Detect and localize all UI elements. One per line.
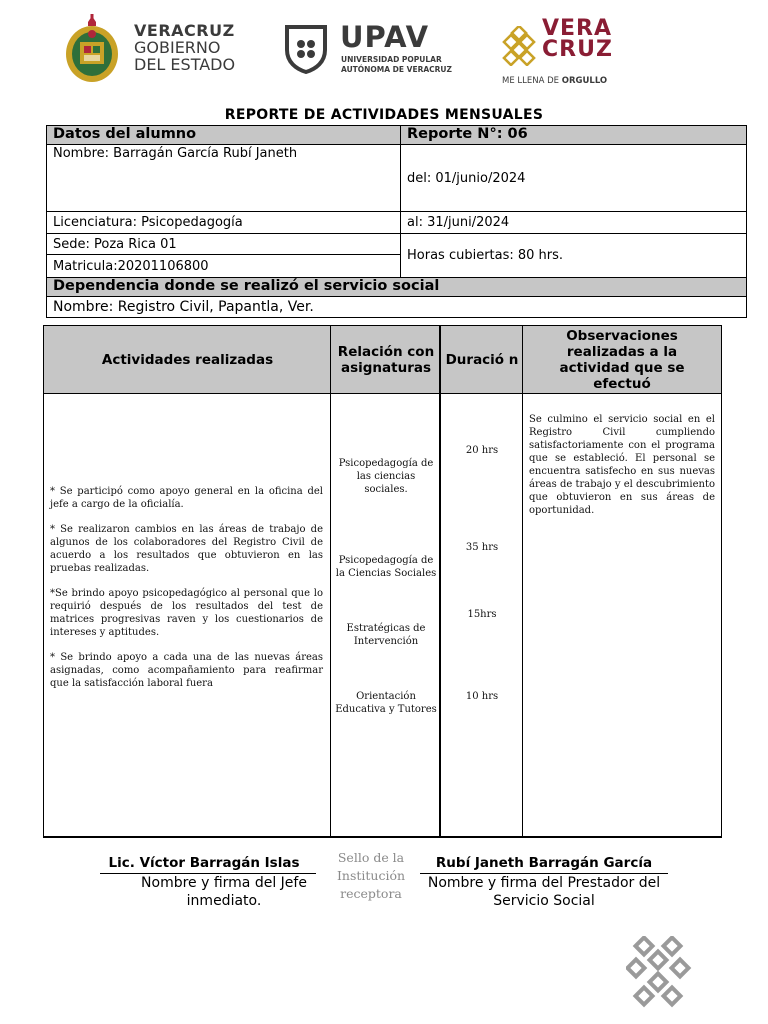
relacion-column [330,325,441,838]
activity-item: * Se realizaron cambios en las áreas de trabajo de algunos de los colaboradores del Registro Civil de acuerdo a los resultados que obtuvieron en las pruebas realizadas. [50,524,323,574]
jefe-nombre: Lic. Víctor Barragán Islas [108,855,300,871]
matricula: Matricula:20201106800 [46,254,401,278]
veracruz-logo-line2: GOBIERNO [134,38,221,57]
jefe-rol: Nombre y firma del Jefe inmediato. [141,875,307,909]
vera-cruz-line1: VERA [542,16,613,41]
relacion-item: Estratégicas de Intervención [346,623,426,647]
veracruz-logo-line1: VERACRUZ [134,21,235,40]
header-duracion: Duració n [441,326,523,394]
header-relacion: Relación con asignaturas [331,326,441,394]
prestador-nombre: Rubí Janeth Barragán García [435,855,653,871]
vera-cruz-knot-icon [500,26,540,66]
activities-table [43,325,722,838]
activity-item: * Se participó como apoyo general en la oficina del jefe a cargo de la oficialía. [50,486,323,510]
vera-cruz-line2: CRUZ [542,37,613,62]
dependencia-header: Dependencia donde se realizó el servicio social [46,277,747,297]
activity-item: *Se brindo apoyo psicopedagógico al personal que lo requirió después de los resultados del test de matrices progresivas raven y los cuestionarios de intereses y aptitudes. [50,588,323,638]
licenciatura: Licenciatura: Psicopedagogía [46,211,401,234]
document-title: REPORTE DE ACTIVIDADES MENSUALES [224,107,544,123]
observaciones-text: Se culmino el servicio social en el Registro Civil cumpliendo satisfactoriamente con el programa que se estableció. El personal se encuentra satisfecho en sus nuevas áreas de trabajo y el descubrimiento que obtuvieron en sus áreas de oportunidad. [529,414,715,516]
activity-item: * Se brindo apoyo a cada una de las nuevas áreas asignadas, como acompañamiento para reafirmar que la satisfacción laboral fuera [50,652,323,689]
relacion-item: Psicopedagogía de las ciencias sociales. [338,458,434,495]
fecha-al: al: 31/juni/2024 [400,211,747,234]
vera-cruz-tagline: ME LLENA DE ORGULLO [502,76,608,86]
veracruz-logo-line3: DEL ESTADO [134,55,236,74]
sede: Sede: Poza Rica 01 [46,233,401,255]
observaciones-column [522,325,722,838]
veracruz-gobierno-logo [62,12,242,84]
nombre-alumno: Nombre: Barragán García Rubí Janeth [46,144,401,212]
activities-list [50,485,323,690]
dependencia-nombre: Nombre: Registro Civil, Papantla, Ver. [46,296,747,318]
relacion-item: Orientación Educativa y Tutores [335,691,437,715]
header-actividades: Actividades realizadas [44,326,331,394]
upav-subtitle-2: AUTÓNOMA DE VERACRUZ [341,65,452,74]
duracion-item: 10 hrs [465,691,499,702]
prestador-rol: Nombre y firma del Prestador del Servicio Social [427,875,661,909]
sello-institucion: Sello de la Institución receptora [336,850,406,901]
activities-column [43,325,331,838]
datos-alumno-header: Datos del alumno [46,125,401,145]
upav-logo [284,20,454,80]
upav-subtitle-1: UNIVERSIDAD POPULAR [341,55,442,64]
duracion-item: 35 hrs [465,542,499,553]
duracion-item: 20 hrs [465,445,499,456]
duracion-column [439,325,523,838]
fecha-del: del: 01/junio/2024 [400,144,747,212]
header-observaciones: Observaciones realizadas a la actividad que se efectuó [523,326,721,394]
vera-cruz-logo [500,18,615,90]
horas-cubiertas: Horas cubiertas: 80 hrs. [400,233,747,278]
upav-shield-icon [284,24,328,74]
relacion-item: Psicopedagogía de la Ciencias Sociales [335,555,437,579]
upav-title: UPAV [340,20,430,54]
veracruz-shield-icon [62,12,122,84]
duracion-item: 15hrs [467,609,497,620]
reporte-numero-header: Reporte N°: 06 [400,125,747,145]
veracruz-knot-watermark-icon [626,936,696,1008]
